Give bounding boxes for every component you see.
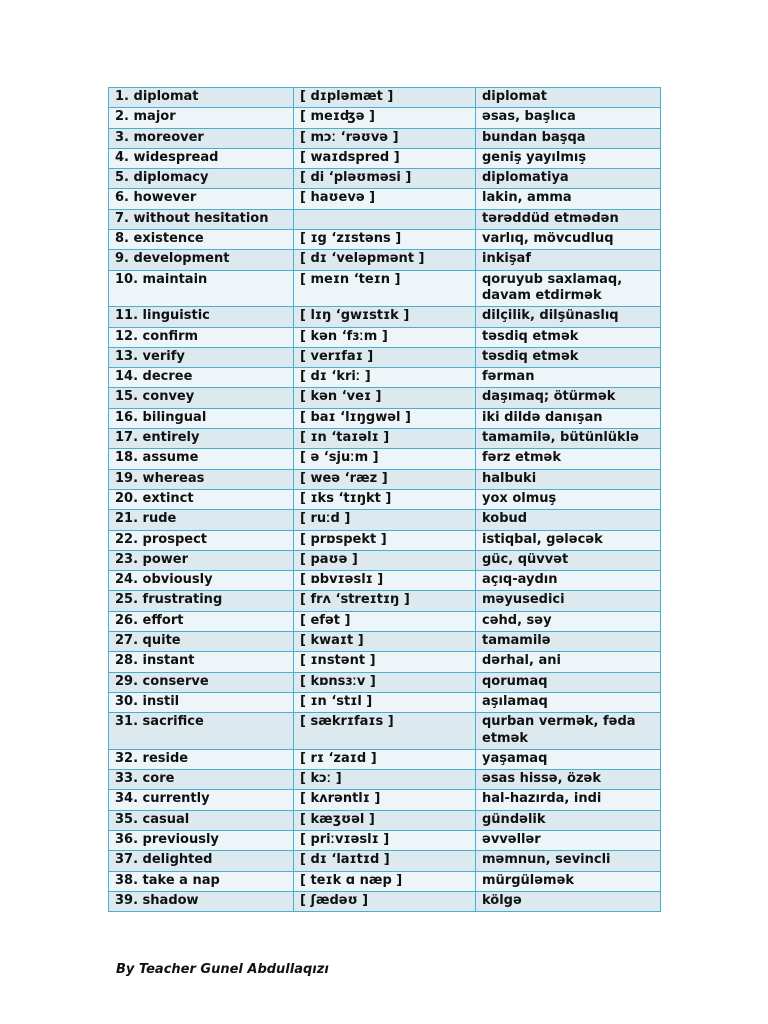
translation-cell: açıq-aydın bbox=[476, 571, 661, 591]
transcription-cell: [ ʃædəʊ ] bbox=[294, 891, 476, 911]
table-row bbox=[109, 250, 661, 270]
table-row bbox=[109, 510, 661, 530]
translation-cell: dilçilik, dilşünaslıq bbox=[476, 307, 661, 327]
english-word-cell: 15. convey bbox=[109, 388, 294, 408]
table-row bbox=[109, 307, 661, 327]
translation-cell: yox olmuş bbox=[476, 489, 661, 509]
transcription-cell: [ ɪks ‘tɪŋkt ] bbox=[294, 489, 476, 509]
english-word-cell: 11. linguistic bbox=[109, 307, 294, 327]
table-row bbox=[109, 189, 661, 209]
table-row bbox=[109, 632, 661, 652]
translation-cell: təsdiq etmək bbox=[476, 327, 661, 347]
transcription-cell: [ paʊə ] bbox=[294, 550, 476, 570]
table-row bbox=[109, 810, 661, 830]
transcription-cell: [ rɪ ‘zaɪd ] bbox=[294, 749, 476, 769]
translation-cell: mürgüləmək bbox=[476, 871, 661, 891]
transcription-cell: [ kən ‘fɜːm ] bbox=[294, 327, 476, 347]
translation-cell: məyusedici bbox=[476, 591, 661, 611]
table-row bbox=[109, 891, 661, 911]
table-row bbox=[109, 148, 661, 168]
transcription-cell: [ ɪnstənt ] bbox=[294, 652, 476, 672]
table-row bbox=[109, 851, 661, 871]
english-word-cell: 18. assume bbox=[109, 449, 294, 469]
english-word-cell: 35. casual bbox=[109, 810, 294, 830]
transcription-cell: [ priːvɪəslɪ ] bbox=[294, 830, 476, 850]
english-word-cell: 37. delighted bbox=[109, 851, 294, 871]
translation-cell: tərəddüd etmədən bbox=[476, 209, 661, 229]
english-word-cell: 31. sacrifice bbox=[109, 713, 294, 750]
english-word-cell: 8. existence bbox=[109, 230, 294, 250]
english-word-cell: 36. previously bbox=[109, 830, 294, 850]
translation-cell: inkişaf bbox=[476, 250, 661, 270]
table-row bbox=[109, 169, 661, 189]
transcription-cell: [ lɪŋ ‘gwɪstɪk ] bbox=[294, 307, 476, 327]
translation-cell: iki dildə danışan bbox=[476, 408, 661, 428]
author-credit: By Teacher Gunel Abdullaqızı bbox=[116, 962, 329, 977]
table-row bbox=[109, 108, 661, 128]
transcription-cell: [ di ‘pləʊməsi ] bbox=[294, 169, 476, 189]
english-word-cell: 27. quite bbox=[109, 632, 294, 652]
translation-cell: diplomatiya bbox=[476, 169, 661, 189]
english-word-cell: 10. maintain bbox=[109, 270, 294, 307]
transcription-cell: [ kæʒʊəl ] bbox=[294, 810, 476, 830]
transcription-cell: [ meɪn ‘teɪn ] bbox=[294, 270, 476, 307]
transcription-cell: [ kwaɪt ] bbox=[294, 632, 476, 652]
table-row bbox=[109, 790, 661, 810]
translation-cell: diplomat bbox=[476, 88, 661, 108]
transcription-cell: [ kɔː ] bbox=[294, 770, 476, 790]
transcription-cell: [ dɪ ‘veləpmənt ] bbox=[294, 250, 476, 270]
translation-cell: yaşamaq bbox=[476, 749, 661, 769]
table-row bbox=[109, 347, 661, 367]
table-row bbox=[109, 611, 661, 631]
transcription-cell: [ baɪ ‘lɪŋgwəl ] bbox=[294, 408, 476, 428]
table-row bbox=[109, 830, 661, 850]
translation-cell: cəhd, səy bbox=[476, 611, 661, 631]
transcription-cell: [ sækrɪfaɪs ] bbox=[294, 713, 476, 750]
translation-cell: əsas, başlıca bbox=[476, 108, 661, 128]
english-word-cell: 5. diplomacy bbox=[109, 169, 294, 189]
table-row bbox=[109, 692, 661, 712]
english-word-cell: 21. rude bbox=[109, 510, 294, 530]
table-row bbox=[109, 327, 661, 347]
table-row bbox=[109, 408, 661, 428]
english-word-cell: 4. widespread bbox=[109, 148, 294, 168]
transcription-cell bbox=[294, 209, 476, 229]
transcription-cell: [ efət ] bbox=[294, 611, 476, 631]
table-row bbox=[109, 469, 661, 489]
english-word-cell: 16. bilingual bbox=[109, 408, 294, 428]
table-row bbox=[109, 749, 661, 769]
table-row bbox=[109, 672, 661, 692]
english-word-cell: 22. prospect bbox=[109, 530, 294, 550]
english-word-cell: 1. diplomat bbox=[109, 88, 294, 108]
english-word-cell: 23. power bbox=[109, 550, 294, 570]
english-word-cell: 32. reside bbox=[109, 749, 294, 769]
english-word-cell: 13. verify bbox=[109, 347, 294, 367]
english-word-cell: 28. instant bbox=[109, 652, 294, 672]
transcription-cell: [ dɪ ‘kriː ] bbox=[294, 368, 476, 388]
translation-cell: məmnun, sevincli bbox=[476, 851, 661, 871]
english-word-cell: 29. conserve bbox=[109, 672, 294, 692]
transcription-cell: [ kʌrəntlɪ ] bbox=[294, 790, 476, 810]
vocabulary-table bbox=[108, 87, 661, 912]
transcription-cell: [ verɪfaɪ ] bbox=[294, 347, 476, 367]
table-row bbox=[109, 270, 661, 307]
english-word-cell: 30. instil bbox=[109, 692, 294, 712]
table-row bbox=[109, 571, 661, 591]
translation-cell: istiqbal, gələcək bbox=[476, 530, 661, 550]
english-word-cell: 14. decree bbox=[109, 368, 294, 388]
translation-cell: kobud bbox=[476, 510, 661, 530]
transcription-cell: [ kən ‘veɪ ] bbox=[294, 388, 476, 408]
table-row bbox=[109, 591, 661, 611]
transcription-cell: [ meɪʤə ] bbox=[294, 108, 476, 128]
transcription-cell: [ frʌ ‘streɪtɪŋ ] bbox=[294, 591, 476, 611]
transcription-cell: [ dɪpləmæt ] bbox=[294, 88, 476, 108]
english-word-cell: 24. obviously bbox=[109, 571, 294, 591]
table-row bbox=[109, 713, 661, 750]
transcription-cell: [ prɒspekt ] bbox=[294, 530, 476, 550]
english-word-cell: 12. confirm bbox=[109, 327, 294, 347]
transcription-cell: [ kɒnsɜːv ] bbox=[294, 672, 476, 692]
translation-cell: dərhal, ani bbox=[476, 652, 661, 672]
english-word-cell: 33. core bbox=[109, 770, 294, 790]
table-row bbox=[109, 368, 661, 388]
translation-cell: bundan başqa bbox=[476, 128, 661, 148]
translation-cell: əsas hissə, özək bbox=[476, 770, 661, 790]
translation-cell: geniş yayılmış bbox=[476, 148, 661, 168]
table-row bbox=[109, 388, 661, 408]
english-word-cell: 9. development bbox=[109, 250, 294, 270]
table-row bbox=[109, 429, 661, 449]
transcription-cell: [ ɪn ‘stɪl ] bbox=[294, 692, 476, 712]
translation-cell: qurban vermək, fəda etmək bbox=[476, 713, 661, 750]
english-word-cell: 20. extinct bbox=[109, 489, 294, 509]
translation-cell: hal-hazırda, indi bbox=[476, 790, 661, 810]
table-row bbox=[109, 489, 661, 509]
vocabulary-table-body bbox=[109, 88, 661, 912]
translation-cell: qoruyub saxlamaq, davam etdirmək bbox=[476, 270, 661, 307]
translation-cell: fərz etmək bbox=[476, 449, 661, 469]
transcription-cell: [ ɒbvɪəslɪ ] bbox=[294, 571, 476, 591]
english-word-cell: 26. effort bbox=[109, 611, 294, 631]
table-row bbox=[109, 530, 661, 550]
table-row bbox=[109, 652, 661, 672]
transcription-cell: [ ə ‘sjuːm ] bbox=[294, 449, 476, 469]
translation-cell: daşımaq; ötürmək bbox=[476, 388, 661, 408]
transcription-cell: [ teɪk ɑ næp ] bbox=[294, 871, 476, 891]
english-word-cell: 17. entirely bbox=[109, 429, 294, 449]
transcription-cell: [ waɪdspred ] bbox=[294, 148, 476, 168]
english-word-cell: 3. moreover bbox=[109, 128, 294, 148]
table-row bbox=[109, 871, 661, 891]
transcription-cell: [ weə ‘ræz ] bbox=[294, 469, 476, 489]
translation-cell: tamamilə bbox=[476, 632, 661, 652]
transcription-cell: [ ruːd ] bbox=[294, 510, 476, 530]
table-row bbox=[109, 230, 661, 250]
english-word-cell: 38. take a nap bbox=[109, 871, 294, 891]
transcription-cell: [ ɪn ‘taɪəlɪ ] bbox=[294, 429, 476, 449]
translation-cell: qorumaq bbox=[476, 672, 661, 692]
translation-cell: təsdiq etmək bbox=[476, 347, 661, 367]
translation-cell: lakin, amma bbox=[476, 189, 661, 209]
translation-cell: əvvəllər bbox=[476, 830, 661, 850]
table-row bbox=[109, 209, 661, 229]
translation-cell: fərman bbox=[476, 368, 661, 388]
english-word-cell: 34. currently bbox=[109, 790, 294, 810]
translation-cell: halbuki bbox=[476, 469, 661, 489]
translation-cell: güc, qüvvət bbox=[476, 550, 661, 570]
english-word-cell: 7. without hesitation bbox=[109, 209, 294, 229]
transcription-cell: [ haʊevə ] bbox=[294, 189, 476, 209]
translation-cell: kölgə bbox=[476, 891, 661, 911]
english-word-cell: 25. frustrating bbox=[109, 591, 294, 611]
table-row bbox=[109, 449, 661, 469]
english-word-cell: 39. shadow bbox=[109, 891, 294, 911]
transcription-cell: [ mɔː ‘rəʊvə ] bbox=[294, 128, 476, 148]
transcription-cell: [ ɪg ‘zɪstəns ] bbox=[294, 230, 476, 250]
translation-cell: aşılamaq bbox=[476, 692, 661, 712]
english-word-cell: 2. major bbox=[109, 108, 294, 128]
translation-cell: varlıq, mövcudluq bbox=[476, 230, 661, 250]
table-row bbox=[109, 88, 661, 108]
translation-cell: tamamilə, bütünlüklə bbox=[476, 429, 661, 449]
table-row bbox=[109, 550, 661, 570]
transcription-cell: [ dɪ ‘laɪtɪd ] bbox=[294, 851, 476, 871]
translation-cell: gündəlik bbox=[476, 810, 661, 830]
table-row bbox=[109, 770, 661, 790]
english-word-cell: 6. however bbox=[109, 189, 294, 209]
table-row bbox=[109, 128, 661, 148]
english-word-cell: 19. whereas bbox=[109, 469, 294, 489]
